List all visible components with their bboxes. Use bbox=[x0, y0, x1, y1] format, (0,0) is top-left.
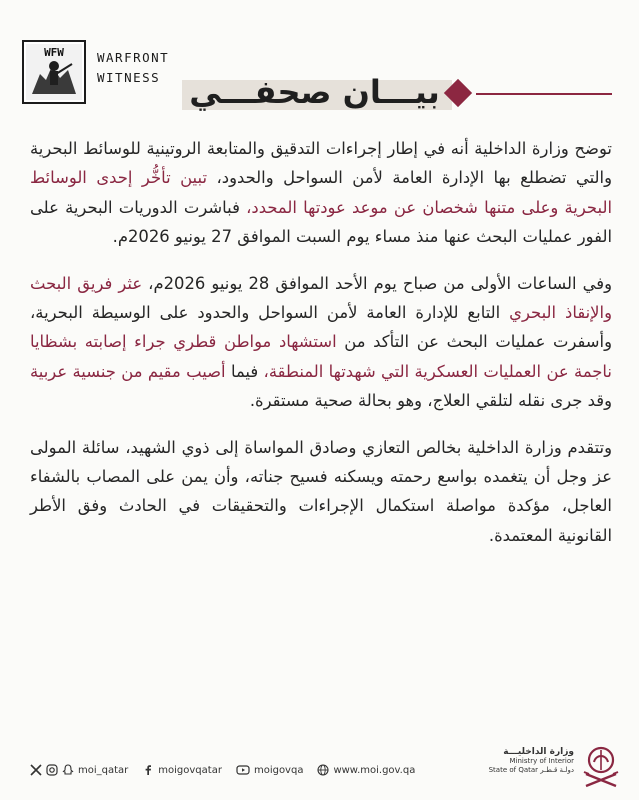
watermark-text bbox=[97, 48, 169, 88]
footer-website[interactable] bbox=[317, 764, 415, 776]
paragraph-2-highlight-3: أصيب مقيم من جنسية عربية bbox=[30, 361, 226, 381]
press-release-body bbox=[30, 134, 612, 567]
paragraph-2 bbox=[30, 269, 612, 416]
paragraph-1 bbox=[30, 134, 612, 252]
instagram-icon bbox=[46, 764, 58, 776]
ministry-name-block bbox=[488, 748, 574, 775]
svg-text:WFW: WFW bbox=[44, 46, 64, 59]
paragraph-1-highlight: تبين تأخُّر إحدى الوسائط البحرية وعلى متنها شخصان عن موعد عودتها المحدد، bbox=[30, 168, 612, 217]
facebook-icon bbox=[142, 764, 154, 776]
facebook-text: moigovqatar bbox=[158, 764, 222, 776]
ministry-name-en: Ministry of Interior bbox=[509, 757, 574, 765]
footer-social-handle[interactable] bbox=[30, 764, 128, 776]
website-text: www.moi.gov.qa bbox=[333, 764, 416, 776]
paragraph-3-text: وتتقدم وزارة الداخلية بخالص التعازي وصادق المواساة إلى ذوي الشهيد، سائلة المولى عز وجل أن يتغمده بواسع رحمته ويسكنه فسيح جناته، وأن يمن على المصاب بالشفاء العاجل، مؤكدة مواصلة استكمال الإجراءات والتحقيقات في الحادث وفق الأطر القانونية المعتمدة. bbox=[30, 437, 612, 545]
ministry-name-ar: وزارة الداخليـــة bbox=[503, 747, 574, 757]
paragraph-2-middle-1: التابع للإدارة العامة لأمن السواحل والحدود على الوسيطة البحرية، وأسفرت عمليات البحث عن التأكد من bbox=[30, 303, 613, 352]
warfront-witness-logo bbox=[22, 40, 86, 104]
footer-youtube[interactable] bbox=[236, 764, 304, 776]
paragraph-2-highlight-2: استشهاد مواطن قطري جراء إصابته بشظايا ناجمة عن العمليات العسكرية التي شهدتها المنطقة، bbox=[30, 332, 612, 381]
social-handle-text: moi_qatar bbox=[78, 764, 129, 776]
state-name-ar: دولـة قـطـر bbox=[540, 766, 574, 774]
paragraph-3 bbox=[30, 433, 612, 551]
paragraph-2-outro: وقد جرى نقله لتلقي العلاج، وهو بحالة صحية مستقرة. bbox=[249, 391, 612, 411]
paragraph-1-outro: فباشرت الدوريات البحرية على الفور عمليات البحث عنها منذ مساء يوم السبت الموافق 27 يونيو 2026م. bbox=[30, 197, 612, 247]
paragraph-2-middle-2: فيما bbox=[225, 361, 264, 381]
paragraph-2-highlight-1: عثر فريق البحث والإنقاذ البحري bbox=[30, 273, 612, 323]
snapchat-icon bbox=[62, 764, 74, 776]
globe-icon bbox=[317, 764, 329, 776]
watermark-line-1: WARFRONT bbox=[97, 50, 170, 65]
soldier-emblem-icon bbox=[26, 44, 82, 100]
watermark-line-2: WITNESS bbox=[97, 70, 161, 85]
state-name bbox=[488, 766, 574, 775]
youtube-text: moigovqa bbox=[253, 764, 304, 776]
state-name-en: State of Qatar bbox=[488, 766, 539, 774]
page-title: بيـــان صحفـــي bbox=[189, 73, 440, 111]
title-divider-line bbox=[476, 93, 612, 95]
qatar-emblem-icon bbox=[580, 744, 622, 790]
youtube-icon bbox=[236, 764, 250, 776]
x-icon bbox=[30, 764, 42, 776]
ministry-logo bbox=[488, 744, 628, 790]
paragraph-1-intro: توضح وزارة الداخلية أنه في إطار إجراءات التدقيق والمتابعة الروتينية للوسائط البحرية والتي تضطلع بها الإدارة العامة لأمن السواحل والحدود، bbox=[30, 139, 613, 188]
paragraph-2-intro: وفي الساعات الأولى من صباح يوم الأحد الموافق 28 يونيو 2026م، bbox=[142, 273, 612, 293]
footer-facebook[interactable] bbox=[142, 764, 222, 776]
